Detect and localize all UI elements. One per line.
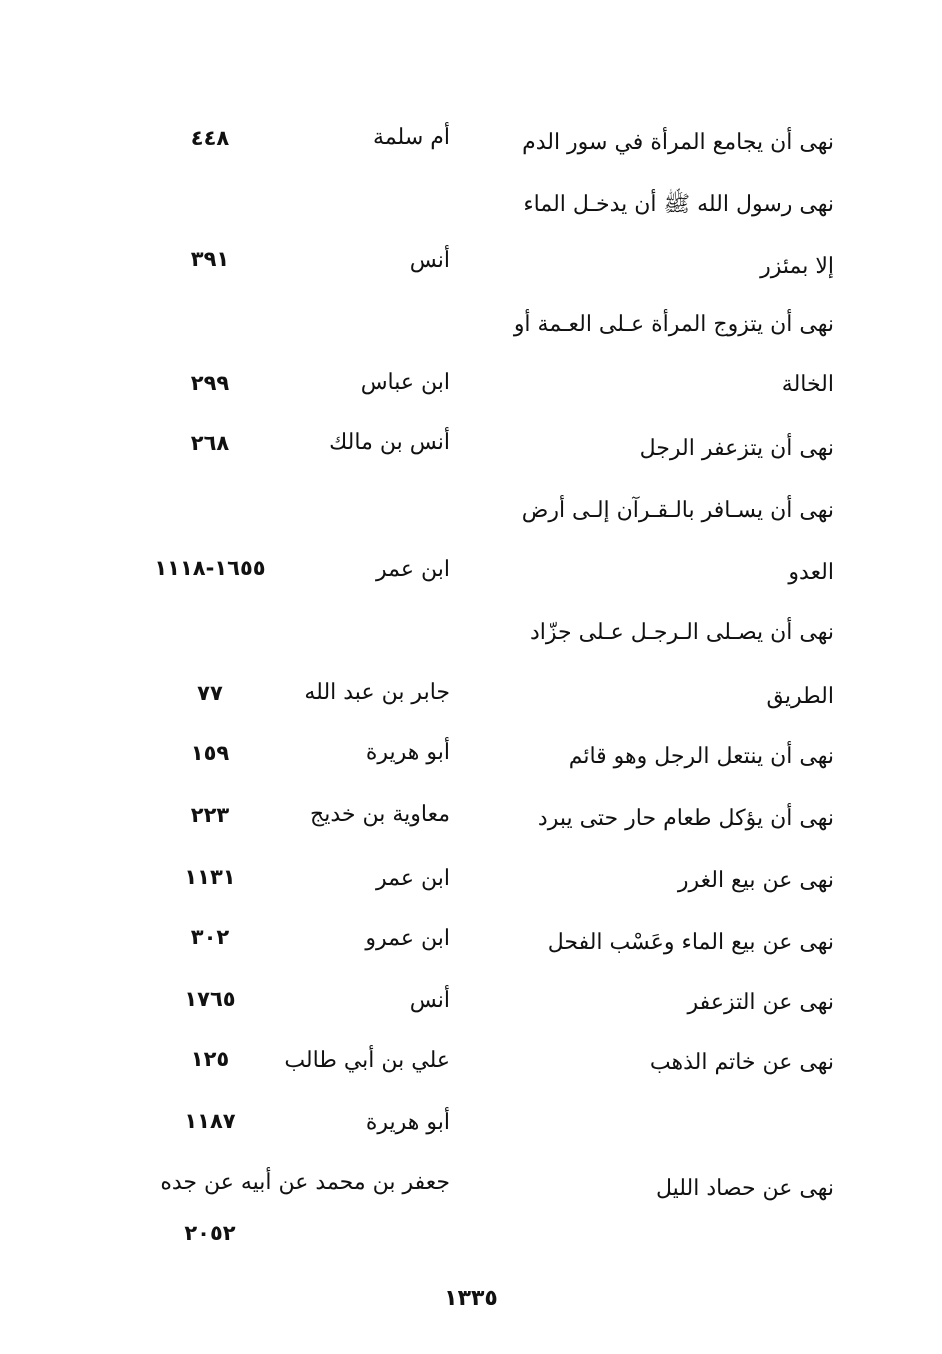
narrator-name: أبو هريرة xyxy=(365,740,450,765)
hadith-number: ١٧٦٥ xyxy=(184,987,236,1011)
hadith-text: نهى أن يسـافر بالـقـرآن إلـى أرض xyxy=(521,498,834,523)
narrator-name: جعفر بن محمد عن أبيه عن جده xyxy=(160,1170,450,1195)
hadith-number: ٤٤٨ xyxy=(190,126,230,150)
hadith-text: نهى أن يجامع المرأة في سور الدم xyxy=(522,130,834,155)
narrator-name: أبو هريرة xyxy=(365,1110,450,1135)
narrator-name: معاوية بن خديج xyxy=(310,802,450,827)
hadith-text: إلا بمئزر xyxy=(760,254,834,279)
page-number: ١٣٣٥ xyxy=(444,1286,498,1311)
hadith-text: نهى أن يصـلى الـرجـل عـلى جزّاد xyxy=(529,620,834,645)
hadith-number: ٣٩١ xyxy=(190,247,230,271)
hadith-number: ٧٧ xyxy=(197,681,223,705)
hadith-number: ١٢٥ xyxy=(190,1047,230,1071)
narrator-name: جابر بن عبد الله xyxy=(304,680,450,705)
hadith-text: نهى أن يتزوج المرأة عـلى العـمة أو xyxy=(513,312,834,337)
hadith-number: ٢٩٩ xyxy=(190,371,230,395)
hadith-text: نهى عن حصاد الليل xyxy=(655,1176,834,1201)
hadith-text: نهى أن يؤكل طعام حار حتى يبرد xyxy=(537,806,834,831)
hadith-text: الخالة xyxy=(781,372,834,397)
hadith-text: نهى عن بيع الغرر xyxy=(677,868,834,893)
hadith-text: نهى عن التزعفر xyxy=(687,990,834,1015)
hadith-number: ١١٨٧ xyxy=(184,1109,236,1133)
hadith-text: نهى عن بيع الماء وعَسْب الفحل xyxy=(547,930,834,955)
hadith-number: ٢٢٣ xyxy=(190,803,230,827)
hadith-number: ٢٦٨ xyxy=(190,431,230,455)
hadith-text: نهى رسول الله ﷺ أن يدخـل الماء xyxy=(523,192,834,217)
hadith-number: ١٦٥٥-١١١٨ xyxy=(154,556,266,580)
hadith-text: العدو xyxy=(788,560,834,585)
hadith-text: نهى أن ينتعل الرجل وهو قائم xyxy=(568,744,834,769)
hadith-text: الطريق xyxy=(766,684,834,709)
narrator-name: ابن عباس xyxy=(360,370,450,395)
hadith-number: ١٥٩ xyxy=(190,741,230,765)
hadith-number: ١١٣١ xyxy=(184,865,236,889)
hadith-number: ٣٠٢ xyxy=(190,925,230,949)
narrator-name: ابن عمر xyxy=(376,866,450,891)
hadith-text: نهى عن خاتم الذهب xyxy=(649,1050,834,1075)
narrator-name: ابن عمرو xyxy=(365,926,450,951)
narrator-name: علي بن أبي طالب xyxy=(284,1048,450,1073)
narrator-name: أنس xyxy=(409,248,450,273)
hadith-number: ٢٠٥٢ xyxy=(184,1221,236,1245)
narrator-name: أم سلمة xyxy=(373,125,450,150)
hadith-text: نهى أن يتزعفر الرجل xyxy=(639,436,834,461)
narrator-name: ابن عمر xyxy=(376,557,450,582)
narrator-name: أنس بن مالك xyxy=(329,430,450,455)
narrator-name: أنس xyxy=(409,988,450,1013)
